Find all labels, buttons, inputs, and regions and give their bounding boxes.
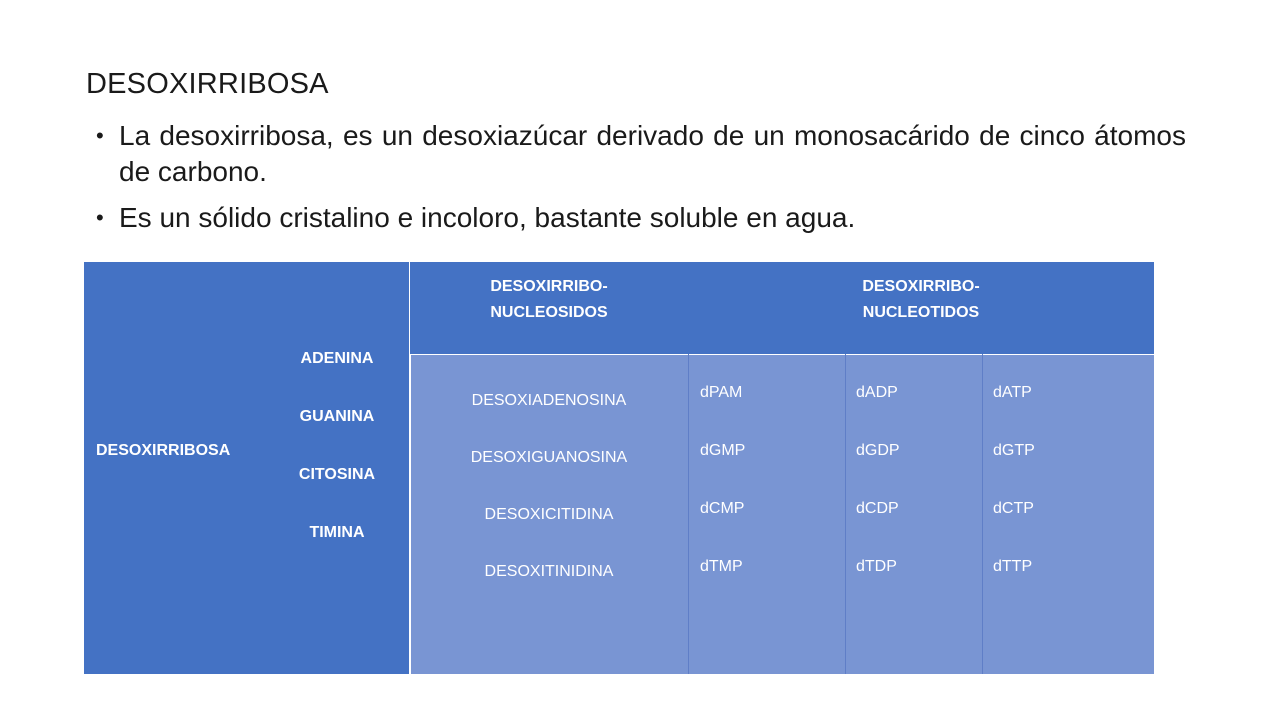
diphosphates-list xyxy=(856,384,900,616)
monophosphate-item: dTMP xyxy=(700,558,743,575)
column-divider xyxy=(982,354,983,674)
diphosphate-item: dGDP xyxy=(856,442,900,459)
header-line: NUCLEOTIDOS xyxy=(862,304,980,321)
column-divider xyxy=(688,354,689,674)
triphosphate-item: dGTP xyxy=(993,442,1035,459)
nucleoside-item: DESOXIADENOSINA xyxy=(471,392,627,409)
header-line: DESOXIRRIBO- xyxy=(862,278,980,295)
bullet-dot-icon: • xyxy=(96,205,104,230)
header-line: DESOXIRRIBO- xyxy=(490,278,608,295)
slide-heading: DESOXIRRIBOSA xyxy=(86,68,329,100)
bullet-text: La desoxirribosa, es un desoxiazúcar derivado de un monosacárido de cinco átomos de carbono. xyxy=(119,120,1186,187)
triphosphate-item: dTTP xyxy=(993,558,1033,575)
monophosphate-item: dCMP xyxy=(700,500,745,517)
nucleosides-list xyxy=(410,392,688,620)
triphosphate-item: dCTP xyxy=(993,500,1034,517)
nucleoside-item: DESOXIGUANOSINA xyxy=(470,449,628,466)
bullet-list xyxy=(96,118,1186,236)
nucleotide-table xyxy=(84,262,1154,674)
base-item: ADENINA xyxy=(300,350,374,367)
diphosphate-item: dCDP xyxy=(856,500,899,517)
bullet-item xyxy=(96,118,1186,190)
monophosphates-list xyxy=(700,384,745,616)
monophosphate-item: dGMP xyxy=(700,442,746,459)
base-item: GUANINA xyxy=(299,408,375,425)
sugar-label: DESOXIRRIBOSA xyxy=(96,442,231,459)
diphosphate-item: dTDP xyxy=(856,558,897,575)
monophosphate-item: dPAM xyxy=(700,384,743,401)
triphosphate-item: dATP xyxy=(993,384,1032,401)
nucleosides-header xyxy=(410,274,688,326)
base-item: CITOSINA xyxy=(298,466,376,483)
diphosphate-item: dADP xyxy=(856,384,898,401)
header-line: NUCLEOSIDOS xyxy=(490,304,608,321)
bullet-text: Es un sólido cristalino e incoloro, bastante soluble en agua. xyxy=(119,202,856,233)
nucleoside-item: DESOXITINIDINA xyxy=(484,563,614,580)
nucleoside-item: DESOXICITIDINA xyxy=(484,506,614,523)
base-item: TIMINA xyxy=(309,524,365,541)
triphosphates-list xyxy=(993,384,1035,616)
nucleotides-header xyxy=(784,274,1058,326)
bullet-item xyxy=(96,200,1186,236)
column-divider xyxy=(845,354,846,674)
bases-list xyxy=(270,350,404,582)
bullet-dot-icon: • xyxy=(96,123,104,148)
